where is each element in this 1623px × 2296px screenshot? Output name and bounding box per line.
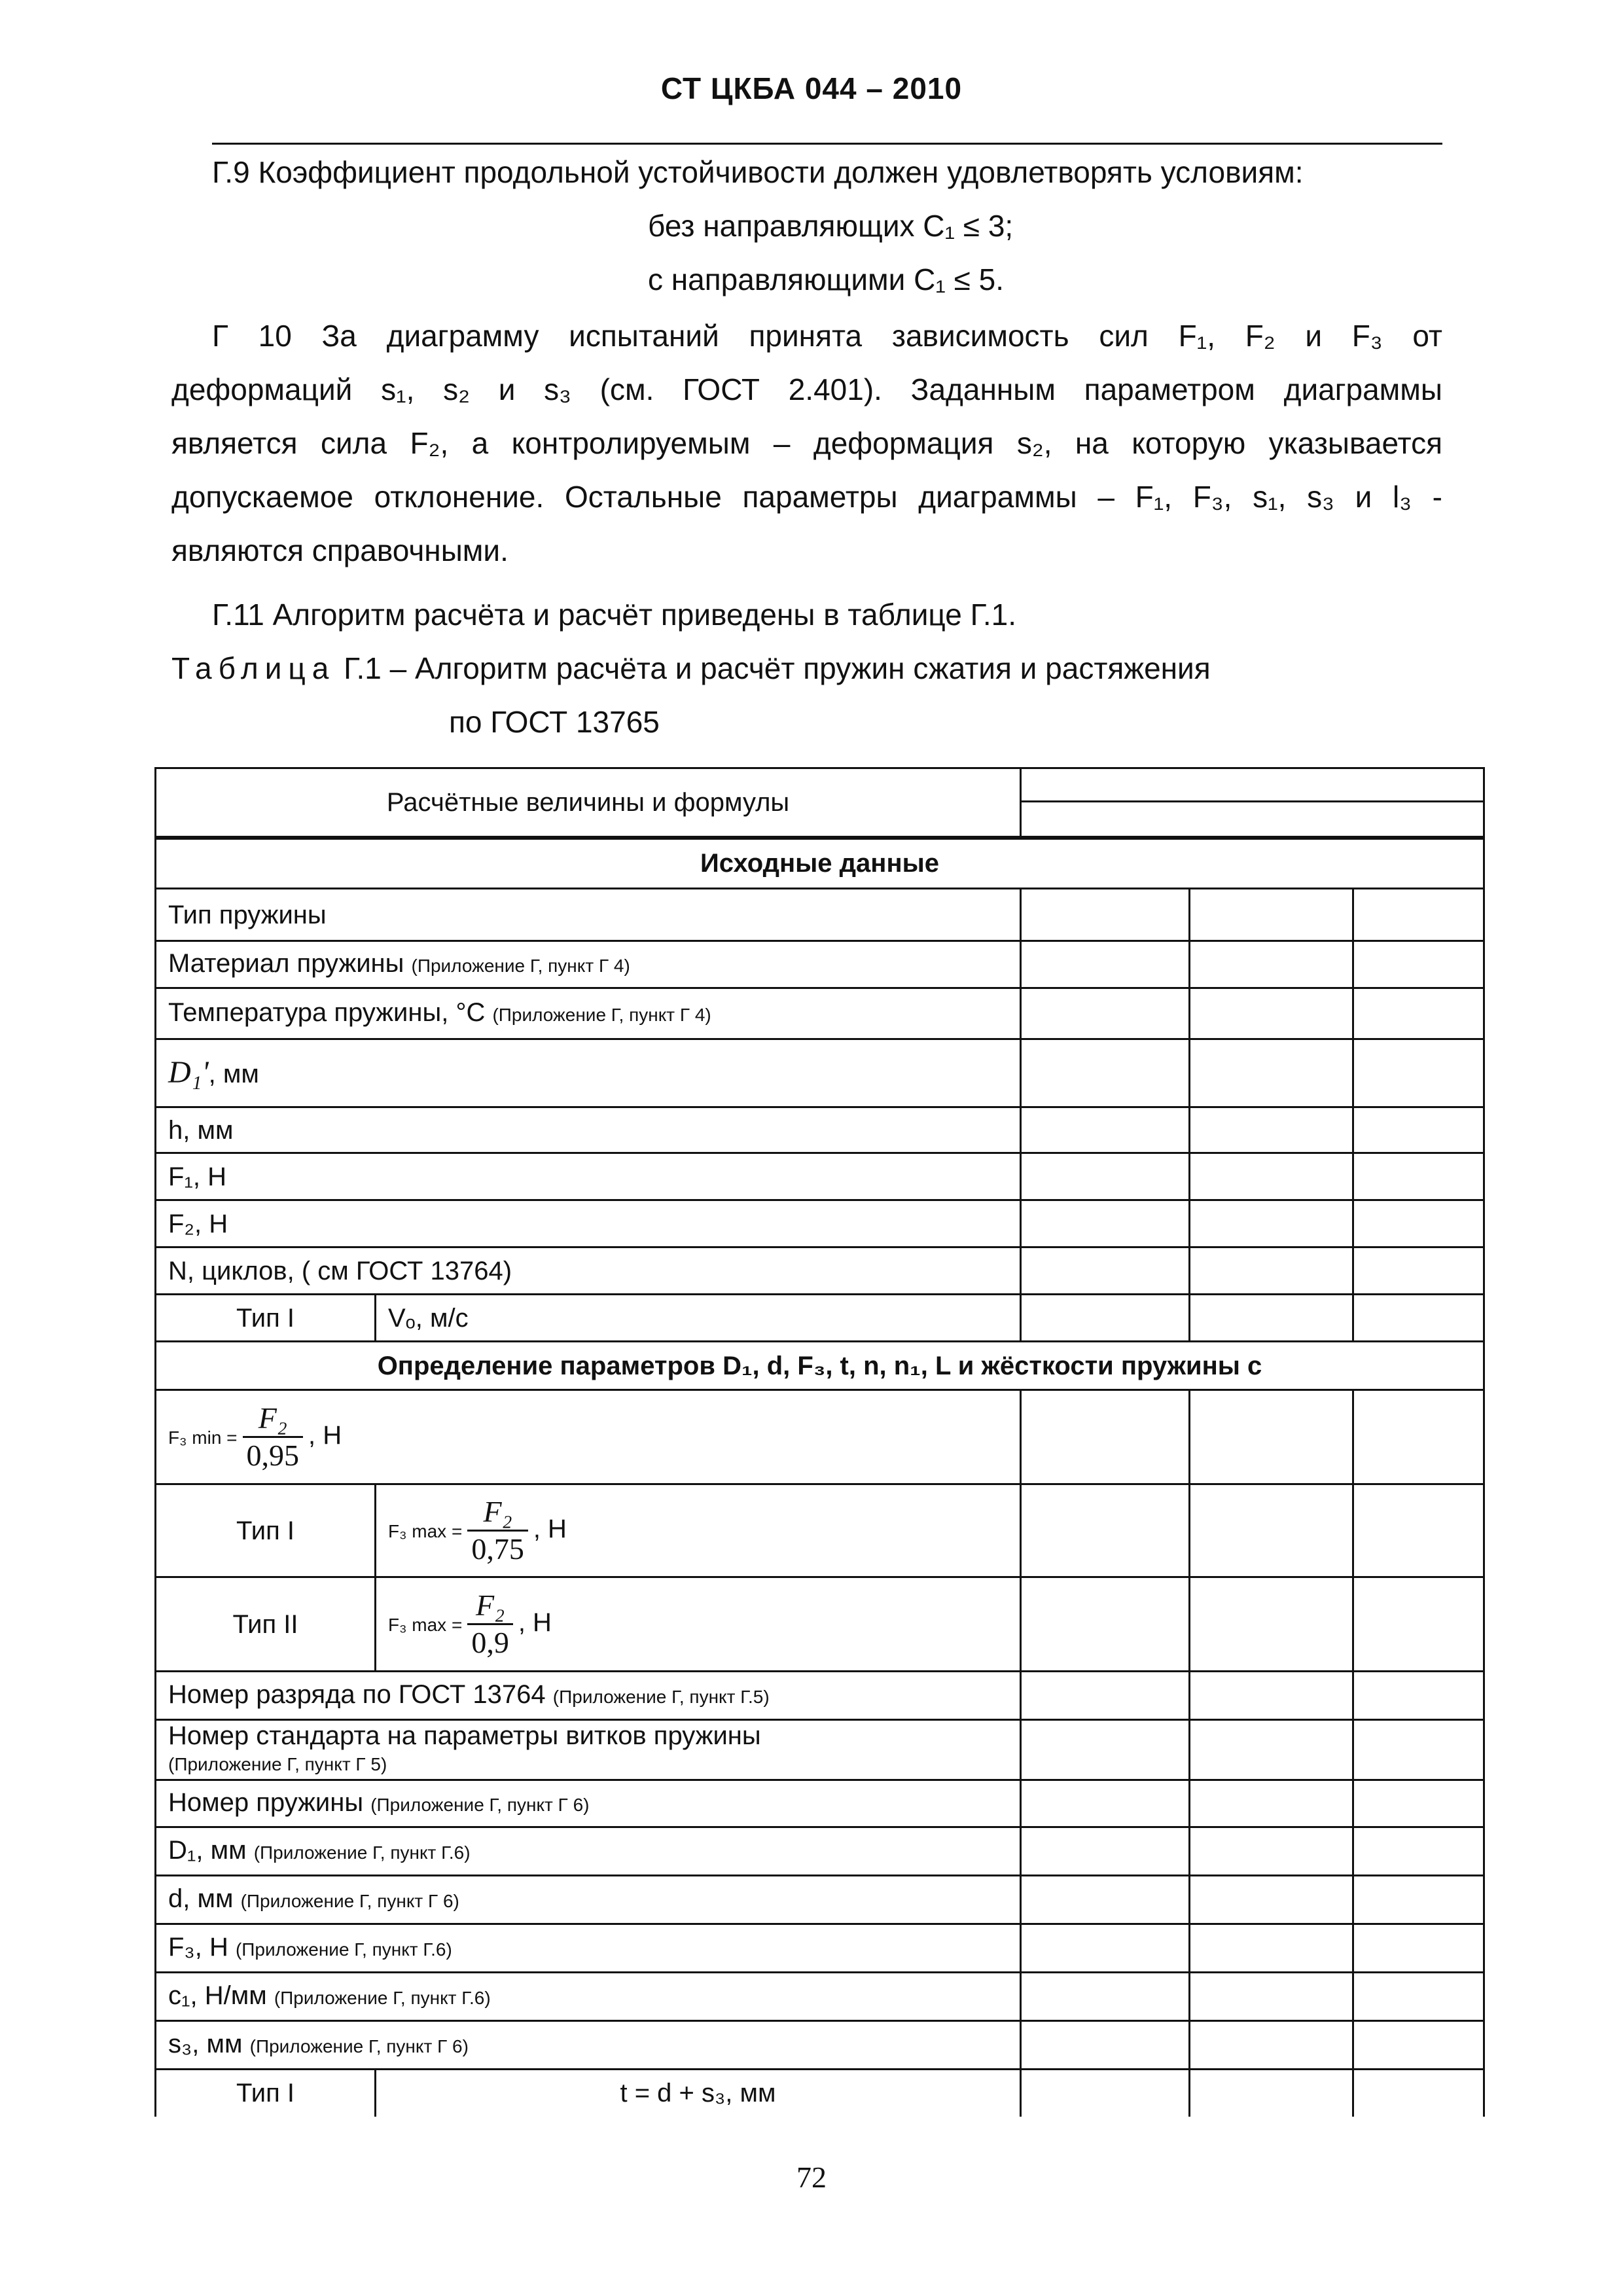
f3max-type2-denominator: 0,9 xyxy=(471,1626,509,1659)
value-cell xyxy=(1353,1876,1484,1924)
row-label: F₃, Н xyxy=(168,1932,228,1962)
value-cell xyxy=(1190,1107,1353,1153)
value-cell xyxy=(1190,1295,1353,1342)
table-row xyxy=(156,1153,1484,1200)
row-note: (Приложение Г, пункт Г.6) xyxy=(253,1842,471,1863)
page-number: 72 xyxy=(796,2161,827,2194)
value-cell xyxy=(1021,1577,1190,1672)
row-category-number xyxy=(156,1672,1021,1720)
row-f2: F₂, Н xyxy=(156,1200,1021,1247)
value-cell xyxy=(1190,941,1353,988)
table-head: Расчётные величины и формулы xyxy=(156,768,1021,838)
value-cell xyxy=(1190,2070,1353,2117)
row-label: D₁, мм xyxy=(168,1835,247,1865)
value-cell xyxy=(1353,1924,1484,1973)
table-row xyxy=(156,1577,1484,1672)
row-label: Тип пружины xyxy=(168,900,327,929)
paragraph-g10-line2: деформаций s₁, s₂ и s₃ (см. ГОСТ 2.401). Заданным параметром диаграммы xyxy=(171,372,1442,406)
value-cell xyxy=(1190,889,1353,941)
paragraph-g11: Г.11 Алгоритм расчёта и расчёт приведены в таблице Г.1. xyxy=(212,598,1017,632)
table-row xyxy=(156,1780,1484,1827)
row-label: s₃, мм xyxy=(168,2029,243,2058)
table-head-row xyxy=(156,768,1484,838)
f3min-fraction xyxy=(243,1401,304,1473)
table-row xyxy=(156,1390,1484,1484)
row-note: (Приложение Г, пункт Г.5) xyxy=(552,1686,770,1707)
table-row xyxy=(156,1924,1484,1973)
row-label: Номер разряда по ГОСТ 13764 xyxy=(168,1679,546,1709)
value-cell xyxy=(1190,1200,1353,1247)
row-f3min xyxy=(156,1390,1021,1484)
row-pitch-formula: t = d + s₃, мм xyxy=(376,2070,1021,2117)
table-head-value-columns xyxy=(1021,768,1484,838)
row-note: (Приложение Г, пункт Г 5) xyxy=(168,1753,387,1774)
table-caption-line2: по ГОСТ 13765 xyxy=(449,705,660,739)
row-v0: Vₒ, м/с xyxy=(376,1295,1021,1342)
document-header: СТ ЦКБА 044 – 2010 xyxy=(660,71,963,105)
value-cell xyxy=(1021,1247,1190,1295)
f3max-type2-fraction xyxy=(467,1588,513,1660)
value-cell xyxy=(1190,1780,1353,1827)
value-cell xyxy=(1353,1247,1484,1295)
f3min-denominator: 0,95 xyxy=(246,1439,300,1472)
condition-with-guides: с направляющими С₁ ≤ 5. xyxy=(648,262,1005,296)
value-cell xyxy=(1190,1973,1353,2021)
table-row xyxy=(156,988,1484,1039)
value-cell xyxy=(1353,1577,1484,1672)
row-d1 xyxy=(156,1827,1021,1876)
value-cell xyxy=(1353,1039,1484,1107)
header-rule xyxy=(212,143,1442,145)
row-c1 xyxy=(156,1973,1021,2021)
table-row xyxy=(156,889,1484,941)
section-row-initial-data xyxy=(156,838,1484,889)
calculation-table xyxy=(154,767,1485,2117)
d1-unit: , мм xyxy=(208,1059,259,1088)
row-note: (Приложение Г, пункт Г 4) xyxy=(492,1004,711,1025)
table-caption-word: Таблица xyxy=(171,651,336,685)
row-label: Материал пружины xyxy=(168,948,404,978)
value-cell xyxy=(1021,1780,1190,1827)
table-caption xyxy=(171,641,1211,695)
value-cell xyxy=(1353,1672,1484,1720)
row-spring-material xyxy=(156,941,1021,988)
value-cell xyxy=(1190,1577,1353,1672)
value-cell xyxy=(1190,988,1353,1039)
value-cell xyxy=(1353,1720,1484,1780)
table-row xyxy=(156,2021,1484,2070)
table-row xyxy=(156,941,1484,988)
value-cell xyxy=(1021,1973,1190,2021)
paragraph-g10-line4: допускаемое отклонение. Остальные параметры диаграммы – F₁, F₃, s₁, s₃ и l₃ - xyxy=(171,480,1442,514)
f3max-unit: , Н xyxy=(518,1608,552,1638)
paragraph-g10-line3: является сила F₂, а контролируемым – деформация s₂, на которую указывается xyxy=(171,426,1442,460)
f3max-type1-fraction xyxy=(467,1494,528,1567)
value-cell xyxy=(1021,988,1190,1039)
table-row xyxy=(156,1484,1484,1577)
row-last-type: Тип I xyxy=(156,2070,376,2117)
row-note: (Приложение Г, пункт Г.6) xyxy=(235,1939,452,1960)
value-cell xyxy=(1353,988,1484,1039)
value-cell xyxy=(1021,1484,1190,1577)
value-cell xyxy=(1190,1720,1353,1780)
f3max-label: F₃ max = xyxy=(388,1521,463,1542)
section-initial-data: Исходные данные xyxy=(156,838,1484,889)
value-cell xyxy=(1021,1720,1190,1780)
paragraph-g10-line1: Г 10 За диаграмму испытаний принята зависимость сил F₁, F₂ и F₃ от xyxy=(212,319,1442,353)
value-cell xyxy=(1021,2021,1190,2070)
row-note: (Приложение Г, пункт Г 6) xyxy=(240,1890,459,1911)
table-row xyxy=(156,1247,1484,1295)
row-d xyxy=(156,1876,1021,1924)
row-f3max-type1 xyxy=(376,1484,1021,1577)
value-cell xyxy=(1021,1672,1190,1720)
value-cell xyxy=(1353,1973,1484,2021)
value-cell xyxy=(1021,2070,1190,2117)
value-cell xyxy=(1353,889,1484,941)
value-cell xyxy=(1190,1390,1353,1484)
row-label: Температура пружины, °С xyxy=(168,997,486,1027)
row-label: Номер пружины xyxy=(168,1787,364,1817)
row-f3 xyxy=(156,1924,1021,1973)
row-note: (Приложение Г, пункт Г 4) xyxy=(411,955,630,976)
f3max-label: F₃ max = xyxy=(388,1615,463,1636)
value-cell xyxy=(1353,1484,1484,1577)
row-type1b-label: Тип I xyxy=(156,1484,376,1577)
value-cell xyxy=(1353,1153,1484,1200)
value-cell xyxy=(1021,1295,1190,1342)
value-cell xyxy=(1353,1200,1484,1247)
value-cell xyxy=(1353,1390,1484,1484)
value-cell xyxy=(1021,889,1190,941)
table-row xyxy=(156,1295,1484,1342)
row-note: (Приложение Г, пункт Г 6) xyxy=(249,2036,469,2056)
value-cell xyxy=(1021,1039,1190,1107)
row-note: (Приложение Г, пункт Г.6) xyxy=(274,1987,491,2008)
row-spring-number xyxy=(156,1780,1021,1827)
value-cell xyxy=(1190,1484,1353,1577)
table-row xyxy=(156,1973,1484,2021)
value-cell xyxy=(1190,1039,1353,1107)
row-label: Номер стандарта на параметры витков пружины xyxy=(168,1721,761,1750)
value-cell xyxy=(1190,1247,1353,1295)
table-row xyxy=(156,1720,1484,1780)
value-cell xyxy=(1353,1780,1484,1827)
table-row xyxy=(156,1876,1484,1924)
f3max-type2-numerator: F₂ xyxy=(467,1588,513,1625)
value-cell xyxy=(1021,1107,1190,1153)
head-split-top xyxy=(1022,769,1483,802)
value-cell xyxy=(1353,2021,1484,2070)
table-row xyxy=(156,1107,1484,1153)
row-s3 xyxy=(156,2021,1021,2070)
f3min-numerator: F₂ xyxy=(243,1401,304,1438)
value-cell xyxy=(1353,2070,1484,2117)
row-standard-number xyxy=(156,1720,1021,1780)
table-row xyxy=(156,1200,1484,1247)
value-cell xyxy=(1021,1390,1190,1484)
value-cell xyxy=(1190,1827,1353,1876)
row-label: d, мм xyxy=(168,1884,234,1913)
row-f3max-type2 xyxy=(376,1577,1021,1672)
value-cell xyxy=(1353,941,1484,988)
row-h: h, мм xyxy=(156,1107,1021,1153)
value-cell xyxy=(1190,1153,1353,1200)
row-f1: F₁, Н xyxy=(156,1153,1021,1200)
value-cell xyxy=(1353,1827,1484,1876)
value-cell xyxy=(1353,1295,1484,1342)
f3min-label: F₃ min = xyxy=(168,1427,238,1448)
table-row xyxy=(156,1827,1484,1876)
f3max-type1-denominator: 0,75 xyxy=(471,1532,524,1566)
value-cell xyxy=(1021,1924,1190,1973)
value-cell xyxy=(1190,1672,1353,1720)
value-cell xyxy=(1021,1153,1190,1200)
value-cell xyxy=(1021,1200,1190,1247)
row-cycles: N, циклов, ( см ГОСТ 13764) xyxy=(156,1247,1021,1295)
row-label: с₁, Н/мм xyxy=(168,1981,267,2010)
value-cell xyxy=(1021,1827,1190,1876)
f3min-unit: , Н xyxy=(308,1421,342,1450)
paragraph-g9: Г.9 Коэффициент продольной устойчивости должен удовлетворять условиям: xyxy=(212,155,1304,189)
value-cell xyxy=(1353,1107,1484,1153)
table-row xyxy=(156,1039,1484,1107)
f3max-unit: , Н xyxy=(533,1515,567,1544)
row-note: (Приложение Г, пункт Г 6) xyxy=(370,1794,590,1815)
table-caption-text: Г.1 – Алгоритм расчёта и расчёт пружин сжатия и растяжения xyxy=(335,651,1211,685)
section-row-parameters xyxy=(156,1342,1484,1390)
row-spring-temperature xyxy=(156,988,1021,1039)
value-cell xyxy=(1021,941,1190,988)
section-parameters: Определение параметров D₁, d, F₃, t, n, n₁, L и жёсткости пружины с xyxy=(156,1342,1484,1390)
value-cell xyxy=(1021,1876,1190,1924)
condition-without-guides: без направляющих С₁ ≤ 3; xyxy=(648,209,1014,243)
d1-symbol: D₁' xyxy=(168,1054,209,1090)
row-d1-prime xyxy=(156,1039,1021,1107)
paragraph-g10-line5: являются справочными. xyxy=(171,533,508,567)
table-row xyxy=(156,1672,1484,1720)
f3max-type1-numerator: F₂ xyxy=(467,1494,528,1532)
row-spring-type xyxy=(156,889,1021,941)
value-cell xyxy=(1190,2021,1353,2070)
row-type2-label: Тип II xyxy=(156,1577,376,1672)
value-cell xyxy=(1190,1876,1353,1924)
value-cell xyxy=(1190,1924,1353,1973)
table-row xyxy=(156,2070,1484,2117)
row-type1-label: Тип I xyxy=(156,1295,376,1342)
